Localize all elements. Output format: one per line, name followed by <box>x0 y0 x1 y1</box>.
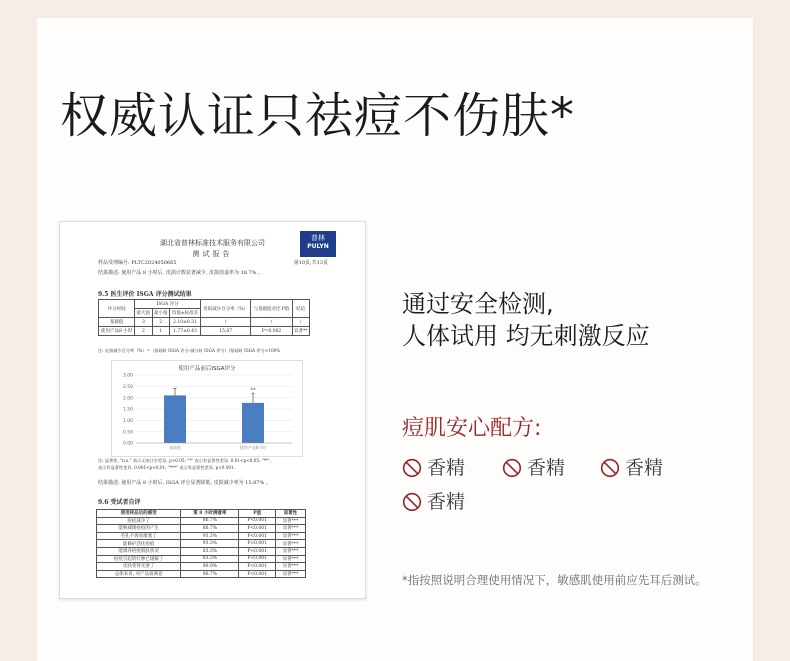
table-cell: P<0.001 <box>239 563 275 571</box>
table-row <box>97 547 306 555</box>
table-cell: / <box>200 318 250 327</box>
table-cell: 痘痘引起的红肿已缓解了 <box>97 555 181 563</box>
table-cell: 能调养痘痘肌肤状况 <box>97 547 181 555</box>
free-of-label: 香精 <box>427 491 466 513</box>
chart-plot <box>112 361 302 456</box>
table-cell: 15.87 <box>200 327 250 336</box>
th-mean: 均值±标准差 <box>170 309 201 318</box>
page-title: 权威认证只祛痘不伤肤* <box>60 88 576 144</box>
logo-en: PULYN <box>307 243 329 250</box>
sample-number: 样品受理编号: PLTC2024050665 <box>98 260 177 266</box>
free-of-item <box>502 457 565 479</box>
table-cell: 90.0% <box>181 563 239 571</box>
table-cell: 皮肤变得光滑了 <box>97 563 181 571</box>
table-cell: / <box>251 318 292 327</box>
conclusion-1: 结果描述: 使用产品 8 小时后, 皮损计数显著减少, 皮损消退率为 18.7% 。 <box>98 270 264 276</box>
y-tick-label: 0.00 <box>122 441 133 447</box>
significance-label: ** <box>250 387 256 394</box>
conclusion-2: 结果描述: 使用产品 8 小时后, ISGA 评分显著降低, 皮损减少率为 15.87% 。 <box>98 480 271 486</box>
isga-table <box>98 299 310 336</box>
table-cell: P<0.001 <box>239 570 275 578</box>
table-cell: 86.7% <box>181 517 239 525</box>
th-conclusion: 结论 <box>292 300 309 318</box>
free-of-label: 香精 <box>625 457 664 479</box>
table-cell: 93.3% <box>181 540 239 548</box>
table-row <box>97 570 306 578</box>
claim-safety-test: 通过安全检测, <box>402 290 554 318</box>
table-row <box>99 318 310 327</box>
th-isga: ISGA 评分 <box>135 300 201 309</box>
table-cell: 1 <box>152 327 169 336</box>
claim-no-irritation: 人体试用 均无刺激反应 <box>402 322 650 350</box>
chart-bar <box>242 403 264 443</box>
table-row <box>97 555 306 563</box>
chart-note-2: 表示有显著性差异, 0.001<p<0.01; "***" 表示有显著性差异, p<0.001. <box>98 465 236 470</box>
table-cell: P<0.001 <box>239 540 275 548</box>
y-tick-label: 2.00 <box>122 396 133 402</box>
y-tick-label: 1.00 <box>122 418 133 424</box>
section-2-title: 9.6 受试者自评 <box>98 499 141 506</box>
self-eval-table <box>96 509 306 578</box>
table-cell: P<0.001 <box>239 517 275 525</box>
pulyn-logo <box>300 231 336 257</box>
table-cell: 86.7% <box>181 525 239 533</box>
y-tick-label: 1.50 <box>122 407 133 413</box>
th-feeling: 使用样品后的感受 <box>97 510 181 518</box>
report-title: 测试报告 <box>192 250 233 258</box>
page-number: 第10页,共13页 <box>293 260 328 266</box>
table-cell: 显著*** <box>275 563 305 571</box>
table-cell: P<0.001 <box>239 555 275 563</box>
prohibited-icon <box>600 458 620 478</box>
th-pvalue: 与基础值对比 P值 <box>251 300 292 318</box>
x-tick-label: 基础值 <box>169 445 181 450</box>
table-row <box>99 327 310 336</box>
th-max: 最大值 <box>135 309 152 318</box>
table-cell: 1.77±0.43 <box>170 327 201 336</box>
table-cell: 83.3% <box>181 547 239 555</box>
section-1-title: 9.5 医生评价 ISGA 评分测试结果 <box>98 291 192 298</box>
table-cell: 显著*** <box>275 517 305 525</box>
table-row <box>97 517 306 525</box>
table-cell: 毛孔不再易堵塞了 <box>97 532 181 540</box>
y-tick-label: 0.50 <box>122 430 133 436</box>
table-cell: 3 <box>135 318 152 327</box>
chart-title: 使用产品前后ISGA评分 <box>178 366 236 372</box>
table-cell: 96.7% <box>181 570 239 578</box>
th-satisfaction: 第 8 小时满意率 <box>181 510 239 518</box>
table-cell: 93.3% <box>181 532 239 540</box>
th-p: P值 <box>239 510 275 518</box>
formula-title: 痘肌安心配方: <box>402 416 542 441</box>
table-cell: 2 <box>135 327 152 336</box>
table-cell: 基础值 <box>99 318 135 327</box>
free-of-item <box>402 457 465 479</box>
chart-bar <box>164 395 186 443</box>
table-cell: 能够减缓痘痘的产生 <box>97 525 181 533</box>
table-cell: 痘痘减少了 <box>97 517 181 525</box>
table-cell: 显著*** <box>275 570 305 578</box>
x-tick-label: 使用产品8小时 <box>239 445 267 450</box>
table-row <box>97 540 306 548</box>
table-cell: 显著*** <box>275 540 305 548</box>
table-cell: / <box>292 318 309 327</box>
table-1-note: 注: 皮损减少百分率（%）=（基础时 ISGA 评分-减分时 ISGA 评分）/基础时 ISGA 评分×100% <box>98 348 281 353</box>
test-report-image <box>59 221 366 599</box>
table-row <box>97 563 306 571</box>
table-cell: 显著*** <box>275 532 305 540</box>
logo-cn: 普林 <box>311 234 325 242</box>
table-cell: 显著*** <box>275 547 305 555</box>
isga-chart <box>111 360 303 457</box>
free-of-item <box>402 491 465 513</box>
report-company: 湖北省普林标准技术服务有限公司 <box>160 239 265 247</box>
prohibited-icon <box>402 492 422 512</box>
table-row <box>97 525 306 533</box>
table-cell: P<0.001 <box>239 547 275 555</box>
table-cell: 2 <box>152 318 169 327</box>
prohibited-icon <box>502 458 522 478</box>
th-time: 评分时间 <box>99 300 135 318</box>
free-of-item <box>600 457 663 479</box>
table-cell: 显著*** <box>275 525 305 533</box>
table-cell: P<0.001 <box>239 532 275 540</box>
th-significance: 显著性 <box>275 510 305 518</box>
free-of-label: 香精 <box>527 457 566 479</box>
table-cell: P=0.002 <box>251 327 292 336</box>
table-cell: 能修护活化痘痕 <box>97 540 181 548</box>
table-cell: 显著** <box>292 327 309 336</box>
table-cell: 使用产品8 小时 <box>99 327 135 336</box>
table-cell: 显著*** <box>275 555 305 563</box>
table-cell: 83.3% <box>181 555 239 563</box>
table-cell: 总体来说, 对产品很满意 <box>97 570 181 578</box>
table-row <box>97 532 306 540</box>
prohibited-icon <box>402 458 422 478</box>
table-cell: 2.10±0.31 <box>170 318 201 327</box>
table-cell: P<0.001 <box>239 525 275 533</box>
th-min: 最小值 <box>152 309 169 318</box>
free-of-label: 香精 <box>427 457 466 479</box>
y-tick-label: 2.50 <box>122 384 133 390</box>
th-reduction: 皮损减少百分率（%） <box>200 300 250 318</box>
usage-note: *指按照说明合理使用情况下，敏感肌使用前应先耳后测试。 <box>402 573 707 587</box>
chart-note-1: 注: 显著性, "n.s." 表示无统计学差异, p>0.05; "*" 表示有显著性差异, 0.01<p<0.05; "**", <box>98 458 272 463</box>
y-tick-label: 3.00 <box>122 373 133 379</box>
